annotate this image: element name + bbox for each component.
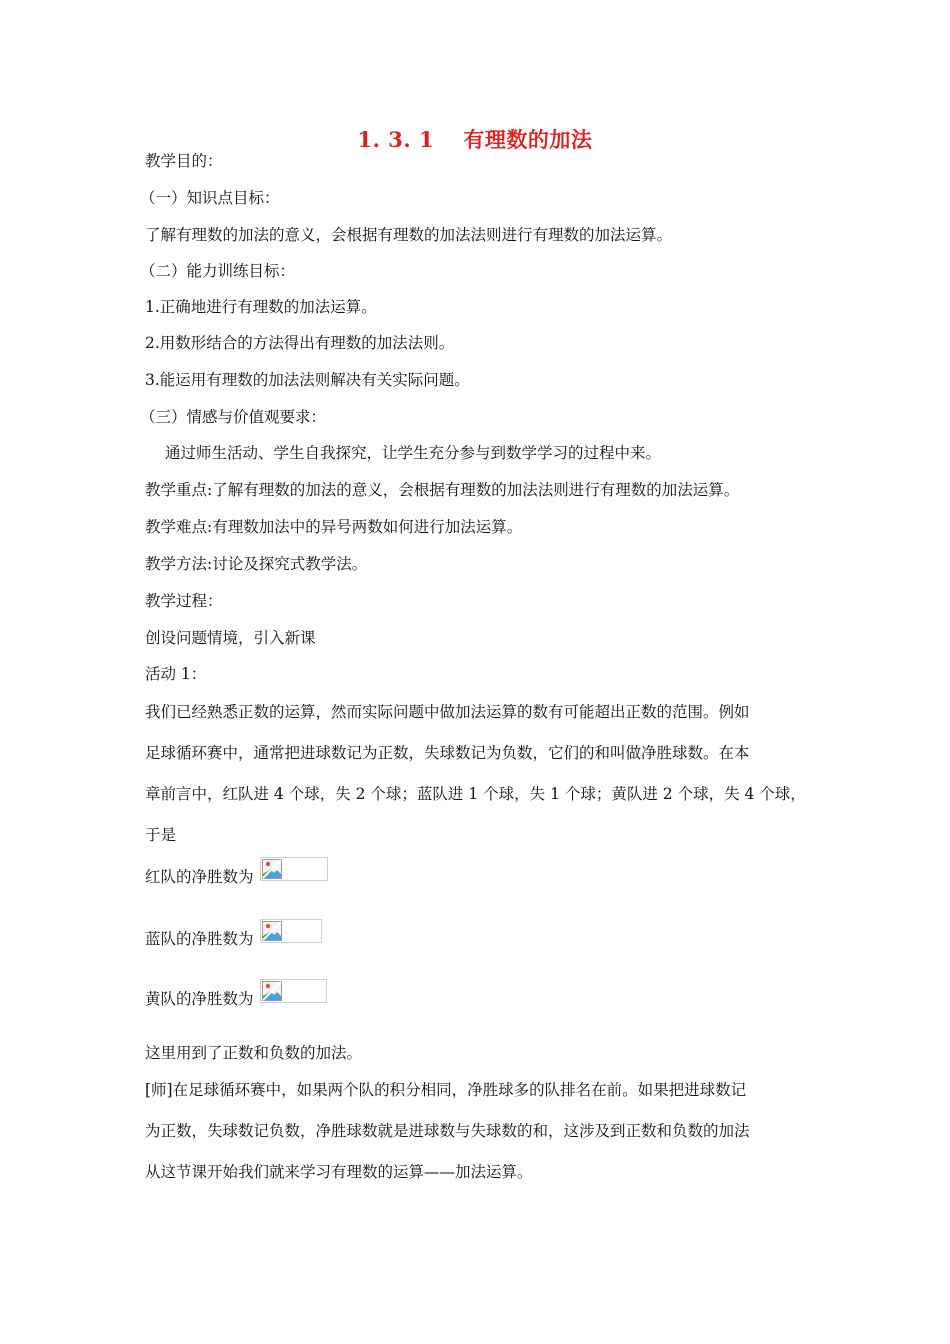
yellow-team-line: 黄队的净胜数为	[145, 990, 254, 1008]
red-team-formula-image	[260, 857, 328, 881]
paragraph-line: 为正数，失球数记负数，净胜球数就是进球数与失球数的和，这涉及到正数和负数的加法	[145, 1122, 750, 1140]
values-text: 通过师生活动、学生自我探究，让学生充分参与到数学学习的过程中来。	[165, 444, 662, 462]
ability-goal-item: 1.正确地进行有理数的加法运算。	[145, 298, 377, 316]
paragraph-line: 我们已经熟悉正数的运算，然而实际问题中做加法运算的数有可能超出正数的范围。例如	[145, 703, 750, 721]
teaching-method: 教学方法:讨论及探究式教学法。	[145, 555, 368, 573]
paragraph-line: 从这节课开始我们就来学习有理数的运算——加法运算。	[145, 1163, 533, 1181]
process-heading: 教学过程：	[145, 592, 223, 610]
objectives-heading: 教学目的：	[145, 152, 223, 170]
broken-image-icon	[262, 921, 282, 941]
paragraph-line: 章前言中，红队进 4 个球，失 2 个球；蓝队进 1 个球，失 1 个球；黄队进 2 个球，失 4 个球，	[145, 785, 806, 803]
ability-goal-heading: （二）能力训练目标：	[140, 262, 296, 280]
paragraph-line: 于是	[145, 826, 177, 844]
section-heading: 创设问题情境，引入新课	[145, 629, 316, 647]
blue-team-formula-image	[260, 919, 322, 943]
knowledge-goal-heading: （一）知识点目标：	[140, 189, 280, 207]
ability-goal-item: 2.用数形结合的方法得出有理数的加法法则。	[145, 334, 455, 352]
knowledge-goal-text: 了解有理数的加法的意义，会根据有理数的加法法则进行有理数的加法运算。	[145, 226, 673, 244]
difficult-point: 教学难点:有理数加法中的异号两数如何进行加法运算。	[145, 518, 523, 536]
broken-image-icon	[262, 981, 282, 1001]
ability-goal-item: 3.能运用有理数的加法法则解决有关实际问题。	[145, 371, 470, 389]
yellow-team-formula-image	[260, 979, 327, 1003]
values-heading: （三）情感与价值观要求：	[140, 408, 327, 426]
page-title: 1. 3. 1 有理数的加法	[357, 127, 593, 152]
activity-heading: 活动 1：	[145, 665, 207, 683]
blue-team-line: 蓝队的净胜数为	[145, 930, 254, 948]
paragraph-line: 足球循环赛中，通常把进球数记为正数，失球数记为负数，它们的和叫做净胜球数。在本	[145, 744, 750, 762]
red-team-line: 红队的净胜数为	[145, 868, 254, 886]
summary-line: 这里用到了正数和负数的加法。	[145, 1044, 363, 1062]
key-point: 教学重点:了解有理数的加法的意义，会根据有理数的加法法则进行有理数的加法运算。	[145, 481, 740, 499]
broken-image-icon	[262, 859, 282, 879]
paragraph-line: [师]在足球循环赛中，如果两个队的积分相同，净胜球多的队排名在前。如果把进球数记	[145, 1081, 747, 1099]
